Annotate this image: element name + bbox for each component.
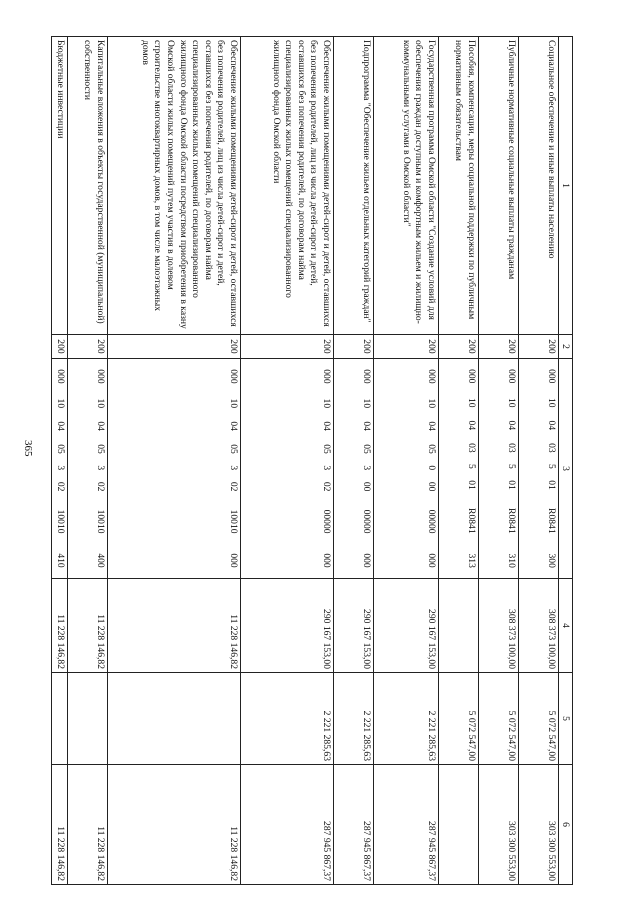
row-code: 200 xyxy=(439,335,479,359)
row-col5: 2 221 285,63 xyxy=(241,673,334,765)
row-code: 200 xyxy=(374,335,439,359)
rotated-page xyxy=(55,36,573,884)
row-col6: 287 945 867,37 xyxy=(241,765,334,885)
table-row xyxy=(108,37,241,885)
row-classification xyxy=(108,359,241,579)
row-col4: 290 167 153,00 xyxy=(334,579,374,673)
row-col4 xyxy=(439,579,479,673)
cls-7: 410 xyxy=(55,553,66,568)
row-col5: 2 221 285,63 xyxy=(374,673,439,765)
cls-4: 5 xyxy=(506,464,517,469)
row-code: 200 xyxy=(241,335,334,359)
row-classification xyxy=(334,359,374,579)
row-code: 200 xyxy=(68,335,108,359)
cls-6: 00000 xyxy=(361,509,372,534)
cls-0: 000 xyxy=(466,369,477,384)
row-classification xyxy=(479,359,519,579)
row-col4: 11 228 146,82 xyxy=(52,579,68,673)
cls-5: 00 xyxy=(426,481,437,492)
cls-6: 10010 xyxy=(55,509,66,534)
row-code: 200 xyxy=(519,335,559,359)
table-row xyxy=(52,37,68,885)
cls-5: 00 xyxy=(361,481,372,492)
row-col6: 303 300 553,00 xyxy=(479,765,519,885)
table-row xyxy=(439,37,479,885)
row-col4: 290 167 153,00 xyxy=(241,579,334,673)
row-classification xyxy=(68,359,108,579)
cls-3: 05 xyxy=(426,444,437,454)
row-col5: 5 072 547,00 xyxy=(479,673,519,765)
cls-3: 05 xyxy=(95,444,106,454)
row-name: Капитальные вложения в объекты государственной (муниципальной) собственности xyxy=(68,37,108,335)
cls-3: 05 xyxy=(55,444,66,454)
cls-1: 10 xyxy=(55,398,66,409)
row-classification xyxy=(241,359,334,579)
table-row xyxy=(241,37,334,885)
row-name: Обеспечение жилыми помещениями детей-сирот и детей, оставшихся без попечения родителей, лиц из числа детей-сирот и детей, оставшихся без попечения родителей, по договорам найма специализированных жилых помещений специализированного жилищного фонда Омской области xyxy=(241,37,334,335)
cls-1: 10 xyxy=(506,397,517,408)
cls-4: 5 xyxy=(466,464,477,469)
cls-6: 00000 xyxy=(426,509,437,534)
table-row xyxy=(334,37,374,885)
cls-4: 3 xyxy=(95,465,106,471)
cls-0: 000 xyxy=(426,369,437,384)
cls-1: 10 xyxy=(546,397,557,408)
cls-7: 000 xyxy=(361,553,372,568)
cls-4: 3 xyxy=(228,465,239,471)
col-header-6: 6 xyxy=(559,765,573,885)
cls-6: R0841 xyxy=(466,508,477,534)
cls-1: 10 xyxy=(95,398,106,409)
table-row xyxy=(68,37,108,885)
cls-6: 10010 xyxy=(95,509,106,534)
cls-7: 400 xyxy=(95,553,106,568)
row-code: 200 xyxy=(334,335,374,359)
table-row xyxy=(374,37,439,885)
cls-3: 05 xyxy=(228,444,239,454)
cls-5: 02 xyxy=(95,481,106,492)
col-header-4: 4 xyxy=(559,579,573,673)
table-row xyxy=(519,37,559,885)
cls-7: 310 xyxy=(506,553,517,568)
row-col6: 303 300 553,00 xyxy=(519,765,559,885)
cls-1: 10 xyxy=(426,398,437,409)
cls-3: 03 xyxy=(546,443,557,453)
row-col6: 287 945 867,37 xyxy=(374,765,439,885)
cls-5: 02 xyxy=(55,481,66,492)
cls-3: 05 xyxy=(361,444,372,454)
cls-1: 10 xyxy=(321,398,332,409)
row-col6: 287 945 867,37 xyxy=(334,765,374,885)
cls-3: 03 xyxy=(466,443,477,453)
cls-5: 02 xyxy=(228,481,239,492)
cls-2: 04 xyxy=(506,420,517,431)
cls-1: 10 xyxy=(361,398,372,409)
row-name: Обеспечение жилыми помещениями детей-сирот и детей, оставшихся без попечения родителей, лиц из числа детей-сирот и детей, оставшихся без попечения родителей, по договорам найма специализированных жилых помещений специализированного жилищного фонда Омской области посредством приобретения в казну Омской области жилых помещений путем участия в долевом строительстве многоквартирных домов, в том числе малоэтажных домов xyxy=(108,37,241,335)
cls-2: 04 xyxy=(466,420,477,431)
cls-4: 3 xyxy=(321,465,332,471)
row-col4: 290 167 153,00 xyxy=(374,579,439,673)
cls-7: 300 xyxy=(546,553,557,568)
row-col4: 11 228 146,82 xyxy=(68,579,108,673)
cls-2: 04 xyxy=(321,421,332,431)
cls-5: 02 xyxy=(321,481,332,492)
cls-0: 000 xyxy=(321,369,332,384)
row-code: 200 xyxy=(479,335,519,359)
cls-2: 04 xyxy=(546,420,557,431)
row-name: Социальное обеспечение и иные выплаты населению xyxy=(519,37,559,335)
col-header-5: 5 xyxy=(559,673,573,765)
cls-5: 01 xyxy=(506,480,517,490)
row-col6 xyxy=(439,765,479,885)
row-col4: 308 373 100,00 xyxy=(479,579,519,673)
col-header-2: 2 xyxy=(559,335,573,359)
cls-0: 000 xyxy=(506,369,517,384)
row-col5: 5 072 547,00 xyxy=(519,673,559,765)
table-row xyxy=(479,37,519,885)
cls-4: 3 xyxy=(361,465,372,471)
row-name: Публичные нормативные социальные выплаты гражданам xyxy=(479,37,519,335)
row-code: 200 xyxy=(108,335,241,359)
cls-7: 000 xyxy=(228,553,239,568)
cls-4: 3 xyxy=(55,465,66,471)
row-col5: 2 221 285,63 xyxy=(334,673,374,765)
cls-0: 000 xyxy=(55,369,66,384)
col-header-3: 3 xyxy=(559,359,573,579)
cls-0: 000 xyxy=(95,369,106,384)
cls-1: 10 xyxy=(228,398,239,409)
row-col5 xyxy=(52,673,68,765)
row-col5: 5 072 547,00 xyxy=(439,673,479,765)
col-header-1: 1 xyxy=(559,37,573,335)
row-name: Бюджетные инвестиции xyxy=(52,37,68,335)
cls-0: 000 xyxy=(546,369,557,384)
row-col4: 308 373 100,00 xyxy=(519,579,559,673)
cls-2: 04 xyxy=(426,421,437,431)
cls-7: 000 xyxy=(426,553,437,568)
cls-1: 10 xyxy=(466,397,477,408)
row-col6: 11 228 146,82 xyxy=(52,765,68,885)
row-col6: 11 228 146,82 xyxy=(68,765,108,885)
table-body xyxy=(52,37,559,885)
cls-4: 5 xyxy=(546,464,557,469)
row-name: Государственная программа Омской области "Создание условий для обеспечения граждан доступным и комфортным жильем и жилищно-коммунальными услугами в Омской области" xyxy=(374,37,439,335)
cls-2: 04 xyxy=(228,421,239,431)
cls-2: 04 xyxy=(95,421,106,431)
cls-6: R0841 xyxy=(546,508,557,534)
row-classification xyxy=(439,359,479,579)
row-name: Подпрограмма "Обеспечение жильем отдельных категорий граждан" xyxy=(334,37,374,335)
cls-7: 313 xyxy=(466,553,477,568)
cls-5: 01 xyxy=(466,480,477,490)
cls-5: 01 xyxy=(546,480,557,490)
cls-0: 000 xyxy=(228,369,239,384)
cls-3: 03 xyxy=(506,443,517,453)
row-col6: 11 228 146,82 xyxy=(108,765,241,885)
row-col5 xyxy=(68,673,108,765)
header-row xyxy=(559,37,573,885)
page-number: 365 xyxy=(22,440,34,457)
cls-4: 0 xyxy=(426,465,437,471)
row-classification xyxy=(519,359,559,579)
cls-6: 00000 xyxy=(321,509,332,534)
budget-table xyxy=(51,36,573,885)
cls-2: 04 xyxy=(55,421,66,431)
row-code: 200 xyxy=(52,335,68,359)
cls-6: 10010 xyxy=(228,509,239,534)
row-col4: 11 228 146,82 xyxy=(108,579,241,673)
cls-6: R0841 xyxy=(506,508,517,534)
cls-3: 05 xyxy=(321,444,332,454)
cls-7: 000 xyxy=(321,553,332,568)
cls-0: 000 xyxy=(361,369,372,384)
row-name: Пособия, компенсации, меры социальной поддержки по публичным нормативным обязательствам xyxy=(439,37,479,335)
cls-2: 04 xyxy=(361,421,372,431)
row-classification xyxy=(374,359,439,579)
row-classification xyxy=(52,359,68,579)
row-col5 xyxy=(108,673,241,765)
